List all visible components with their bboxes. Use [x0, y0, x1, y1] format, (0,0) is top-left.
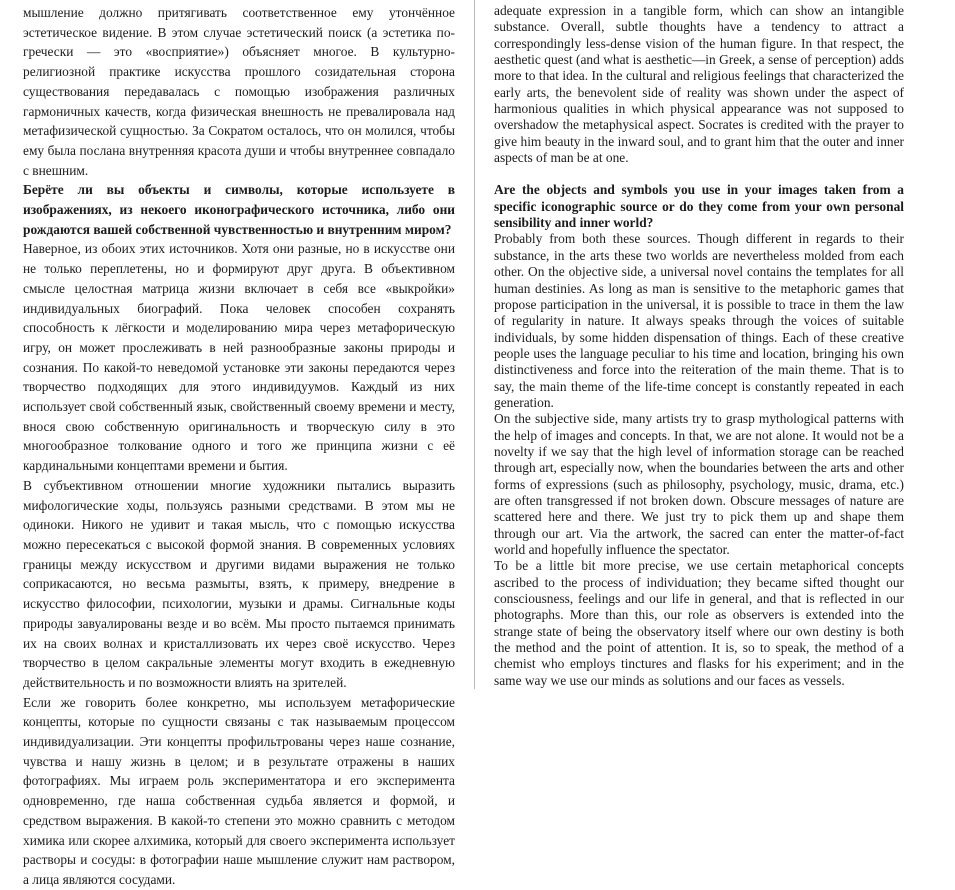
column-divider: [474, 0, 475, 689]
paragraph-intro-en: adequate expression in a tangible form, which can show an intangible substance. Overall, subtle thoughts have a tendency to attract a correspondingly less-dense vision of the human figure. In that respect, the aesthetic quest (and what is aesthetic—in Greek, a sense of perception) adds more to that idea. In the cultural and religious feelings that characterized the early arts, the benevolent side of reality was shown under the aspect of harmonious qualities in which physical appearance was not supposed to overshadow the metaphysical aspect. Socrates is credited with the prayer to give him beauty in the inward soul, and to grant him that the outer and inner aspects of man be at one.: [494, 3, 904, 166]
interview-question-ru: Берёте ли вы объекты и символы, которые используете в изображениях, из некоего иконографического источника, либо они рождаются вашей собственной чувственностью и внутренним миром?: [23, 182, 455, 237]
paragraph-sources-en: Probably from both these sources. Though different in regards to their substance, in the arts these two worlds are nevertheless molded from each other. On the objective side, a universal novel contains the templates for all human destinies. As long as man is sensitive to the metaphoric games that propose participation in the universal, it is possible to trace in them the law of regularity in nature. It always speaks through the voices of suitable individuals, by some hidden dispensation of things. Each of these creative people uses the language peculiar to his time and location, bringing his own distinctiveness and force into the reiteration of the main theme. That is to say, the main theme of the life-time concept is constantly repeated in each generation.: [494, 231, 904, 410]
paragraph-subjective-ru: В субъективном отношении многие художники пытались выразить мифологические ходы, пользуясь разными средствами. В этом мы не одиноки. Никого не удивит и такая мысль, что с помощью искусства можно пересекаться с высокой формой знания. В современных условиях границы между искусством и другими видами выражения не только соприкасаются, но весьма размыты, взять, к примеру, внедрение в искусство философии, психологии, музыки и драмы. Сигнальные коды природы завуалированы везде и во всём. Мы просто пытаемся принимать их на своих волнах и кристаллизовать их через своё искусство. Через творчество в целом сакральные элементы могут входить в ежедневную действительность и по возможности влиять на зрителей.: [23, 477, 455, 690]
paragraph-precise-en: To be a little bit more precise, we use certain metaphorical concepts ascribed to the process of individuation; they became sifted thought our consciousness, feelings and our life in general, and that is reflected in our photographs. More than this, our role as observers is extended into the strange state of being the observatory itself where our own destiny is both the method and the point of attention. It is, so to speak, the method of a chemist who employs tinctures and flasks for his experiment; and in the same way we use our minds as solutions and our faces as vessels.: [494, 558, 904, 688]
interview-question-en: Are the objects and symbols you use in your images taken from a specific iconographic source or do they come from your own personal sensibility and inner world?: [494, 182, 904, 231]
english-text-column: [494, 3, 904, 689]
paragraph-precise-ru: Если же говорить более конкретно, мы используем метафорические концепты, которые по сущности связаны с так называемым процессом индивидуализации. Эти концепты профильтрованы через наше сознание, чувства и нашу жизнь в целом; и в результате отражены в наших фотографиях. Мы играем роль экспериментатора и его эксперимента одновременно, где наша собственная судьба является и формой, и средством выражения. В какой-то степени это можно сравнить с методом химика или скорее алхимика, который для своего эксперимента использует растворы и сосуды: в фотографии наше мышление служит нам раствором, а лица являются сосудами.: [23, 694, 455, 887]
paragraph-subjective-en: On the subjective side, many artists try to grasp mythological patterns with the help of images and concepts. In that, we are not alone. It would not be a novelty if we say that the high level of information storage can be reached through art, especially now, when the boundaries between the arts and other forms of expressions (such as philosophy, psychology, music, drama, etc.) are often transgressed if not broken down. Obscure messages of nature are scattered here and there. We just try to pick them up and shape them through our art. Via the artwork, the sacred can enter the matter-of-fact world and hopefully influence the spectator.: [494, 411, 904, 557]
paragraph-intro-ru: мышление должно притягивать соответственное ему утончённое эстетическое видение. В этом случае эстетический поиск (а эстетика по-гречески — это «восприятие») объясняет многое. В культурно-религиозной практике искусства прошлого созидательная сторона существования передавалась с помощью изображения различных гармоничных качеств, когда физическая внешность не превалировала над метафизической сущностью. За Сократом осталось, что он молился, чтобы ему была послана внутренняя красота души и чтобы внутреннее совпадало с внешним.: [23, 5, 455, 178]
russian-text-column: [23, 3, 455, 887]
paragraph-sources-ru: Наверное, из обоих этих источников. Хотя они разные, но в искусстве они не только переплетены, но и формируют друг друга. В объективном смысле целостная матрица жизни включает в себя все «выкройки» индивидуальных биографий. Пока человек способен сохранять способность к лёгкости и моделированию мира через метафорическую игру, он может прослеживать в ней разнообразные законы природы и сознания. По какой-то неведомой установке эти законы передаются через творчество подходящих для этого индивидуумов. Каждый из них использует свой собственный язык, свойственный своему времени и месту, внося свою собственную оригинальность и творческую силу в это многообразное толкование одного и того же принципа жизни с её кардинальными концептами времени и бытия.: [23, 241, 455, 474]
